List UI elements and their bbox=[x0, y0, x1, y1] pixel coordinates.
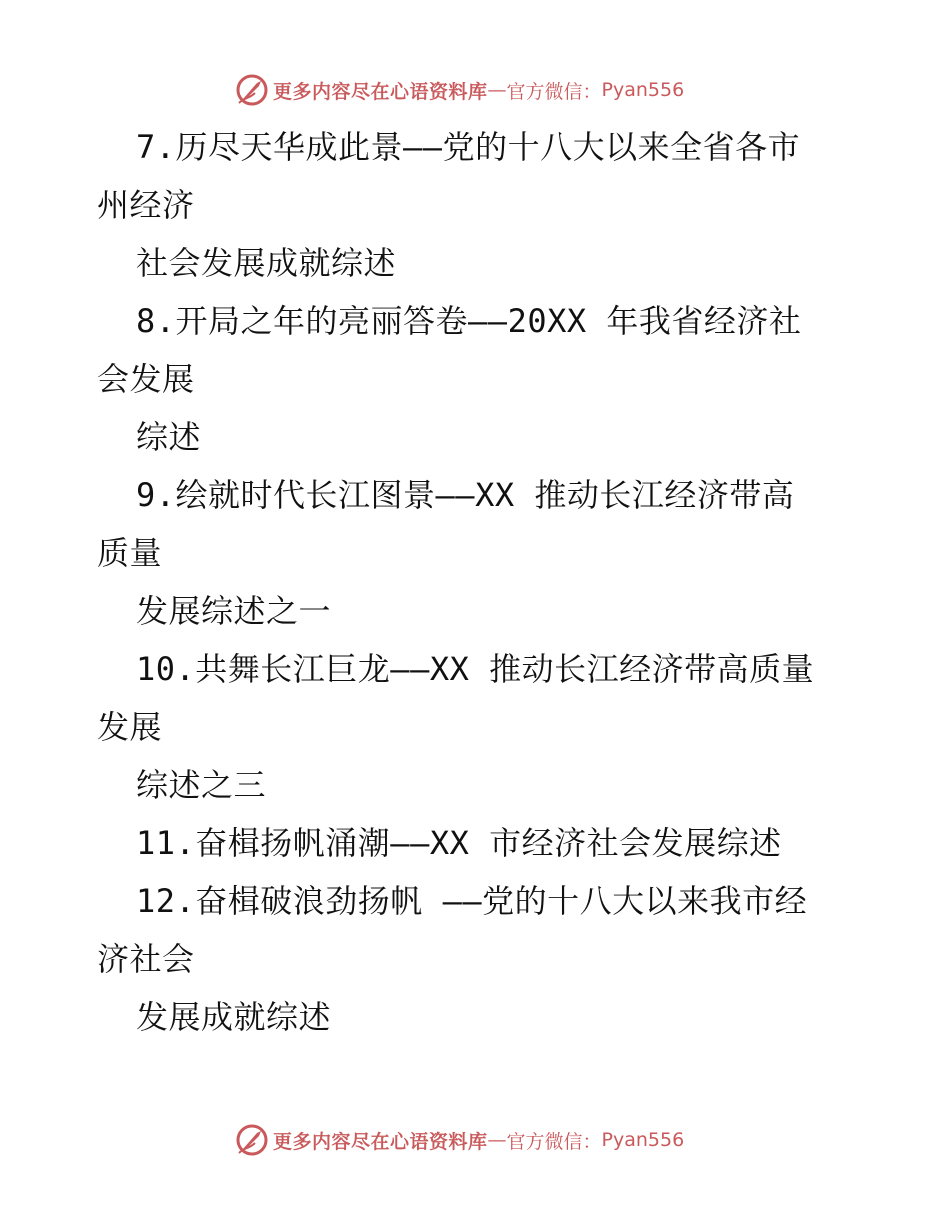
list-item-11-title: 11.奋楫扬帆涌潮——XX 市经济社会发展综述 bbox=[136, 824, 782, 862]
watermark-wechat-label: 官方微信： bbox=[506, 80, 602, 103]
list-item-7-title: 7.历尽天华成此景——党的十八大以来全省各市 bbox=[136, 128, 801, 166]
header-watermark bbox=[235, 73, 684, 107]
list-item-7-continuation: 社会发展成就综述 bbox=[136, 244, 397, 282]
footer-watermark bbox=[235, 1123, 684, 1157]
list-item-10-title: 10.共舞长江巨龙——XX 推动长江经济带高质量 bbox=[136, 650, 815, 688]
list-item-8-wrap: 会发展 bbox=[97, 360, 195, 398]
list-item-9-title: 9.绘就时代长江图景——XX 推动长江经济带高 bbox=[136, 476, 795, 514]
watermark-wechat-label: 官方微信： bbox=[506, 1130, 602, 1153]
watermark-separator: — bbox=[487, 79, 507, 101]
watermark-handle: Pyan556 bbox=[601, 1129, 685, 1151]
list-item-9-continuation: 发展综述之一 bbox=[136, 592, 332, 630]
list-item-12-wrap: 济社会 bbox=[97, 940, 195, 978]
list-item-12-continuation: 发展成就综述 bbox=[136, 998, 332, 1036]
watermark-handle: Pyan556 bbox=[601, 79, 685, 101]
watermark-site-text: 更多内容尽在心语资料库 bbox=[273, 80, 488, 103]
watermark-site-text: 更多内容尽在心语资料库 bbox=[273, 1130, 488, 1153]
watermark-separator: — bbox=[487, 1129, 507, 1151]
list-item-12-title: 12.奋楫破浪劲扬帆 ——党的十八大以来我市经 bbox=[136, 882, 808, 920]
list-item-8-continuation: 综述 bbox=[136, 418, 202, 456]
quill-pen-logo-icon bbox=[235, 1123, 269, 1157]
quill-pen-logo-icon bbox=[235, 73, 269, 107]
list-item-8-title: 8.开局之年的亮丽答卷——20XX 年我省经济社 bbox=[136, 302, 802, 340]
list-item-9-wrap: 质量 bbox=[97, 534, 163, 572]
list-item-7-wrap: 州经济 bbox=[97, 186, 195, 224]
list-item-10-continuation: 综述之三 bbox=[136, 766, 267, 804]
document-body bbox=[97, 118, 857, 1046]
list-item-10-wrap: 发展 bbox=[97, 708, 163, 746]
